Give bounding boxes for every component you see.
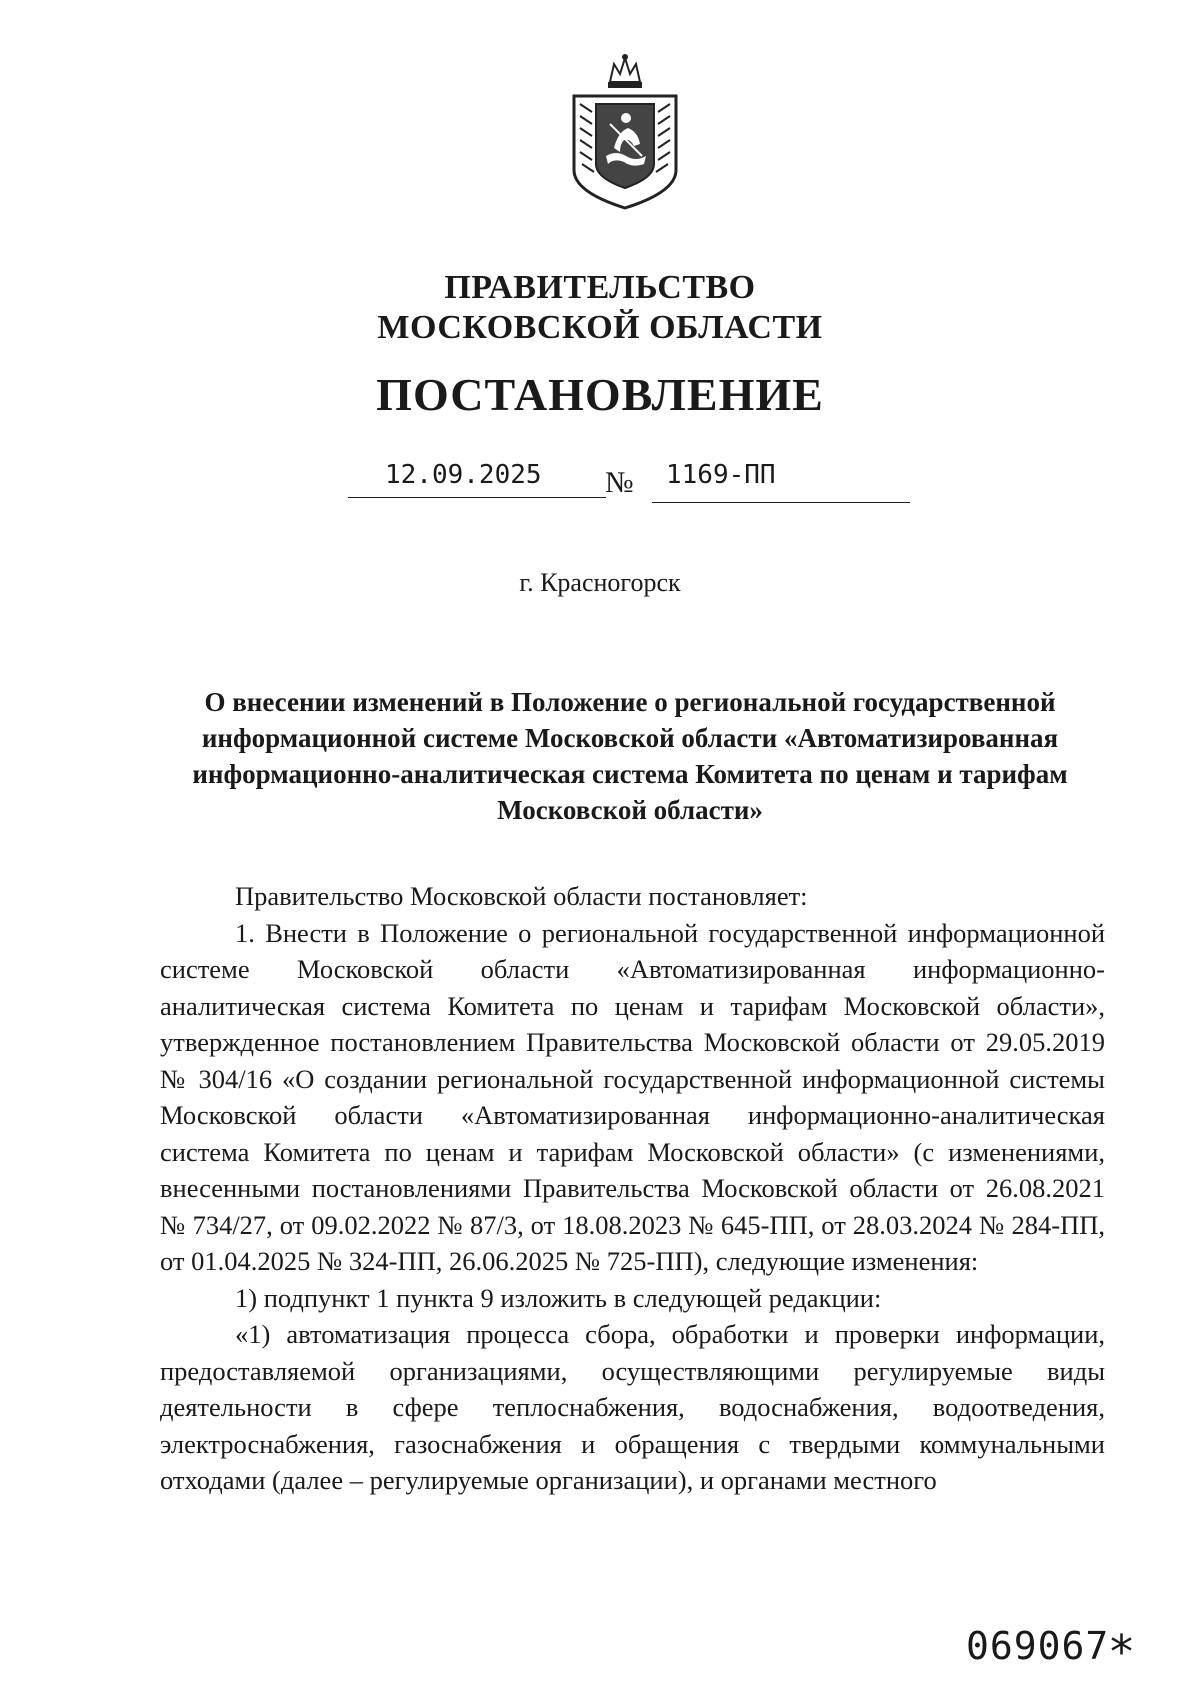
document-type: ПОСТАНОВЛЕНИЕ (376, 369, 824, 420)
title-line4: Московской области» (497, 795, 763, 825)
body-item-1: 1. Внести в Положение о региональной государственной информационной системе Московской области «Автоматизированная информационно-аналитическая система Комитета по ценам и тарифам Московской области», утвержденное постановлением Правительства Московской области от 29.05.2019 № 304/16 «О создании региональной государственной информационной системы Московской области «Автоматизированная информационно-аналитическая система Комитета по ценам и тарифам Московской области» (с изменениями, внесенными постановлениями Правительства Московской области от 26.08.2021 № 734/27, от 09.02.2022 № 87/3, от 18.08.2023 № 645-ПП, от 28.03.2024 № 284-ПП, от 01.04.2025 № 324-ПП, 26.06.2025 № 725-ПП), следующие изменения: (160, 917, 1105, 1276)
body-quote-1: «1) автоматизация процесса сбора, обработки и проверки информации, предоставляемой организациями, осуществляющими регулируемые виды деятельности в сфере теплоснабжения, водоснабжения, водоотведения, электроснабжения, газоснабжения и обращения с твердыми коммунальными отходами (далее – регулируемые организации), и органами местного (160, 1319, 1105, 1495)
government-name-line1: ПРАВИТЕЛЬСТВО (444, 269, 756, 306)
serial-mark: * (1110, 1625, 1133, 1679)
government-name (0, 268, 1200, 348)
document-title (175, 684, 1085, 828)
government-name-line2: МОСКОВСКОЙ ОБЛАСТИ (377, 309, 823, 346)
document-date: 12.09.2025 (385, 460, 542, 490)
body-intro: Правительство Московской области постановляет: (235, 881, 808, 911)
title-line1: О внесении изменений в Положение о региональной государственной (204, 687, 1056, 717)
title-line3: информационно-аналитическая система Комитета по ценам и тарифам (192, 759, 1068, 789)
number-underline (652, 502, 910, 503)
serial-number: 069067 (966, 1624, 1110, 1668)
coat-of-arms-emblem (566, 52, 684, 212)
document-number: 1169-ПП (666, 460, 776, 490)
city: г. Красногорск (519, 568, 681, 597)
number-sign: № (605, 466, 634, 499)
date-underline (348, 497, 606, 498)
document-body (160, 878, 1105, 1499)
body-subitem-1: 1) подпункт 1 пункта 9 изложить в следующей редакции: (235, 1282, 882, 1313)
title-line2: информационной системе Московской области «Автоматизированная (201, 723, 1059, 753)
